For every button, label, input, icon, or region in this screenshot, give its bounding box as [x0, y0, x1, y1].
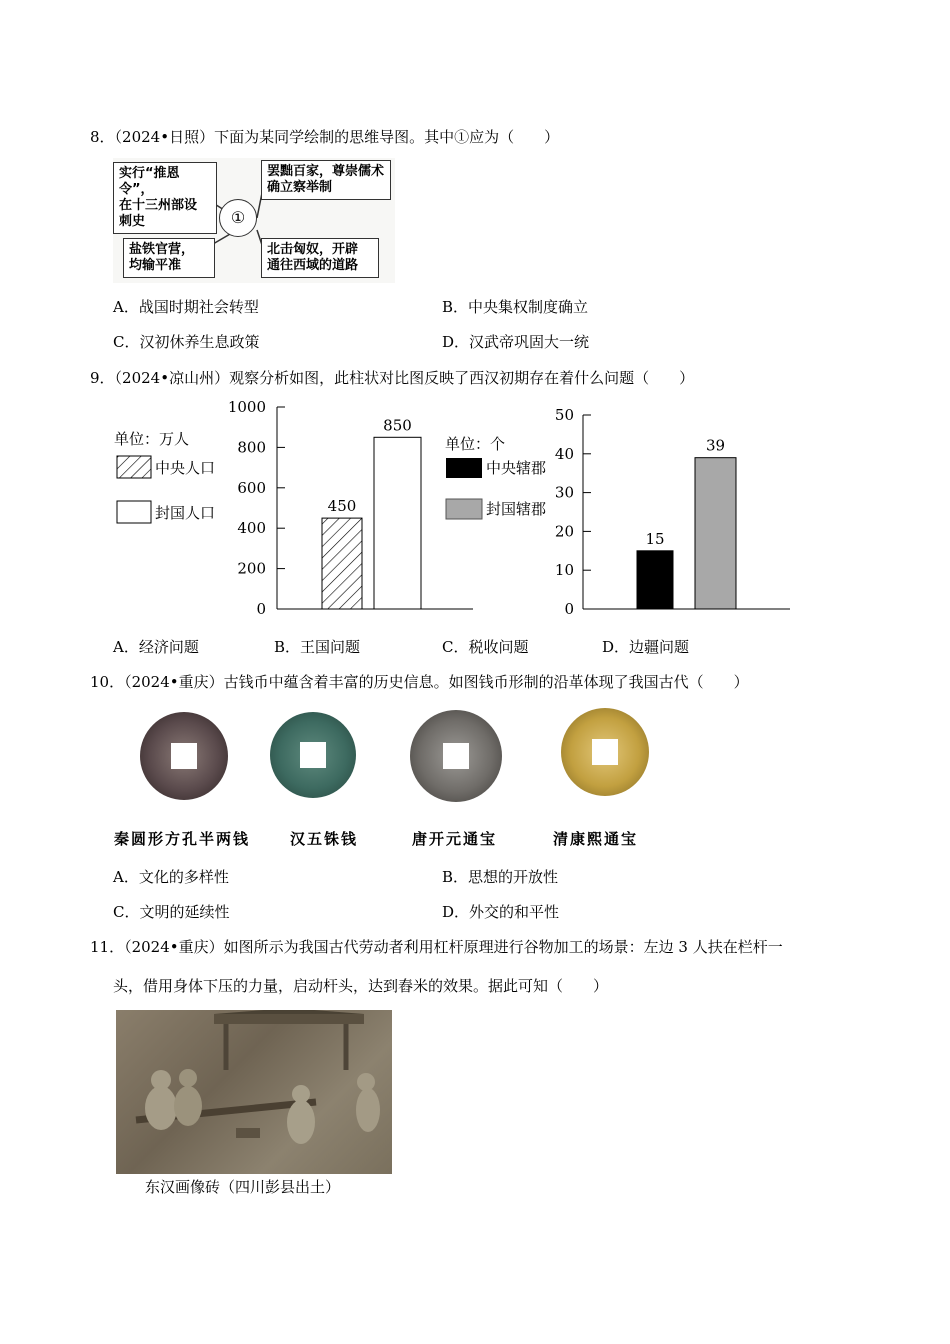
chart1-y-tick-label: 800 — [237, 438, 266, 457]
q8-option-b[interactable]: B．中央集权制度确立 — [442, 298, 589, 316]
coin-label-kaiyuan: 唐开元通宝 — [412, 830, 498, 848]
relief-figures — [116, 1010, 392, 1174]
q8-mindmap — [113, 158, 395, 283]
chart1-bar-central — [322, 518, 362, 609]
chart2-y-tick-label: 40 — [554, 444, 574, 463]
coin-hole — [171, 743, 197, 769]
q10-option-c[interactable]: C．文明的延续性 — [113, 903, 230, 921]
coin-label-wuzhu: 汉五铢钱 — [290, 830, 359, 848]
q9-stem: 9．（2024•凉山州）观察分析如图，此柱状对比图反映了西汉初期存在着什么问题（ ） — [90, 369, 695, 387]
chart2-y-tick-label: 50 — [554, 406, 574, 424]
q8-option-c[interactable]: C．汉初休养生息政策 — [113, 333, 260, 351]
q10-option-d[interactable]: D．外交的和平性 — [442, 903, 560, 921]
q8-option-a[interactable]: A．战国时期社会转型 — [113, 298, 259, 316]
chart2-legend-swatch-central — [446, 458, 482, 478]
chart1-legend-swatch-central — [117, 456, 151, 478]
mindmap-node-xiongnu: 北击匈奴，开辟 通往西域的道路 — [261, 238, 379, 278]
chart2-bar-central — [637, 551, 673, 609]
q9-option-d[interactable]: D．边疆问题 — [602, 638, 690, 656]
q9-option-b[interactable]: B．王国问题 — [274, 638, 361, 656]
coin-kangxi — [561, 708, 649, 796]
chart2-value-label: 15 — [645, 529, 665, 548]
chart1-y-tick-label: 600 — [237, 478, 266, 497]
mindmap-center: ① — [219, 199, 257, 237]
chart1-legend-central: 中央人口 — [155, 459, 216, 477]
chart2-y-tick-label: 10 — [554, 561, 574, 580]
chart2-legend-fief: 封国辖郡 — [486, 500, 547, 518]
relief-caption: 东汉画像砖（四川彭县出土） — [145, 1178, 341, 1196]
coin-label-kangxi: 清康熙通宝 — [553, 830, 639, 848]
chart1-y-tick-label: 400 — [237, 519, 266, 538]
q8-option-d[interactable]: D．汉武帝巩固大一统 — [442, 333, 590, 351]
chart2-legend-central: 中央辖郡 — [486, 459, 547, 477]
chart2-y-tick-label: 20 — [554, 522, 574, 541]
q10-option-b[interactable]: B．思想的开放性 — [442, 868, 559, 886]
chart1-legend-fief: 封国人口 — [155, 504, 216, 522]
chart1-y-tick-label: 200 — [237, 559, 266, 578]
coin-kaiyuan — [410, 710, 502, 802]
chart2-y-tick-label: 30 — [554, 483, 574, 502]
chart1-bar-fief — [374, 437, 421, 609]
q11-stem-line2: 头，借用身体下压的力量，启动杆头，达到舂米的效果。据此可知（ ） — [113, 977, 609, 995]
mindmap-node-confucianism: 罢黜百家，尊崇儒术 确立察举制 — [261, 160, 391, 200]
chart1-value-label: 450 — [327, 497, 357, 516]
coin-wuzhu — [270, 712, 356, 798]
mindmap-node-salt-iron: 盐铁官营， 均输平准 — [123, 238, 215, 278]
coin-banliang — [140, 712, 228, 800]
han-brick-relief-image — [116, 1010, 392, 1174]
chart2-value-label: 39 — [705, 436, 726, 455]
chart2-legend-swatch-fief — [446, 499, 482, 519]
mindmap-node-tuienling: 实行“推恩令”， 在十三州部设 刺史 — [113, 162, 217, 234]
q9-option-c[interactable]: C．税收问题 — [442, 638, 529, 656]
q9-option-a[interactable]: A．经济问题 — [113, 638, 199, 656]
chart2-y-tick-label: 0 — [564, 600, 574, 618]
chart1-y-tick-label: 1000 — [227, 398, 266, 416]
coin-hole — [443, 743, 469, 769]
coin-label-banliang: 秦圆形方孔半两钱 — [114, 830, 251, 848]
q10-stem: 10．（2024•重庆）古钱币中蕴含着丰富的历史信息。如图钱币形制的沿革体现了我国古代（ ） — [90, 673, 749, 691]
coin-hole — [592, 739, 618, 765]
chart2-bar-fief — [695, 458, 736, 609]
chart1-value-label: 850 — [383, 416, 412, 435]
chart1-unit-label: 单位：万人 — [114, 430, 190, 448]
q11-stem-line1: 11．（2024•重庆）如图所示为我国古代劳动者利用杠杆原理进行谷物加工的场景：左边 3 人扶在栏杆一 — [90, 938, 783, 956]
q8-stem: 8．（2024•日照）下面为某同学绘制的思维导图。其中①应为（ ） — [90, 128, 560, 146]
coin-hole — [300, 742, 326, 768]
q9-bar-charts — [100, 395, 820, 620]
chart1-y-tick-label: 0 — [256, 600, 266, 618]
chart2-unit-label: 单位：个 — [445, 435, 506, 453]
chart1-legend-swatch-fief — [117, 501, 151, 523]
q10-option-a[interactable]: A．文化的多样性 — [113, 868, 229, 886]
